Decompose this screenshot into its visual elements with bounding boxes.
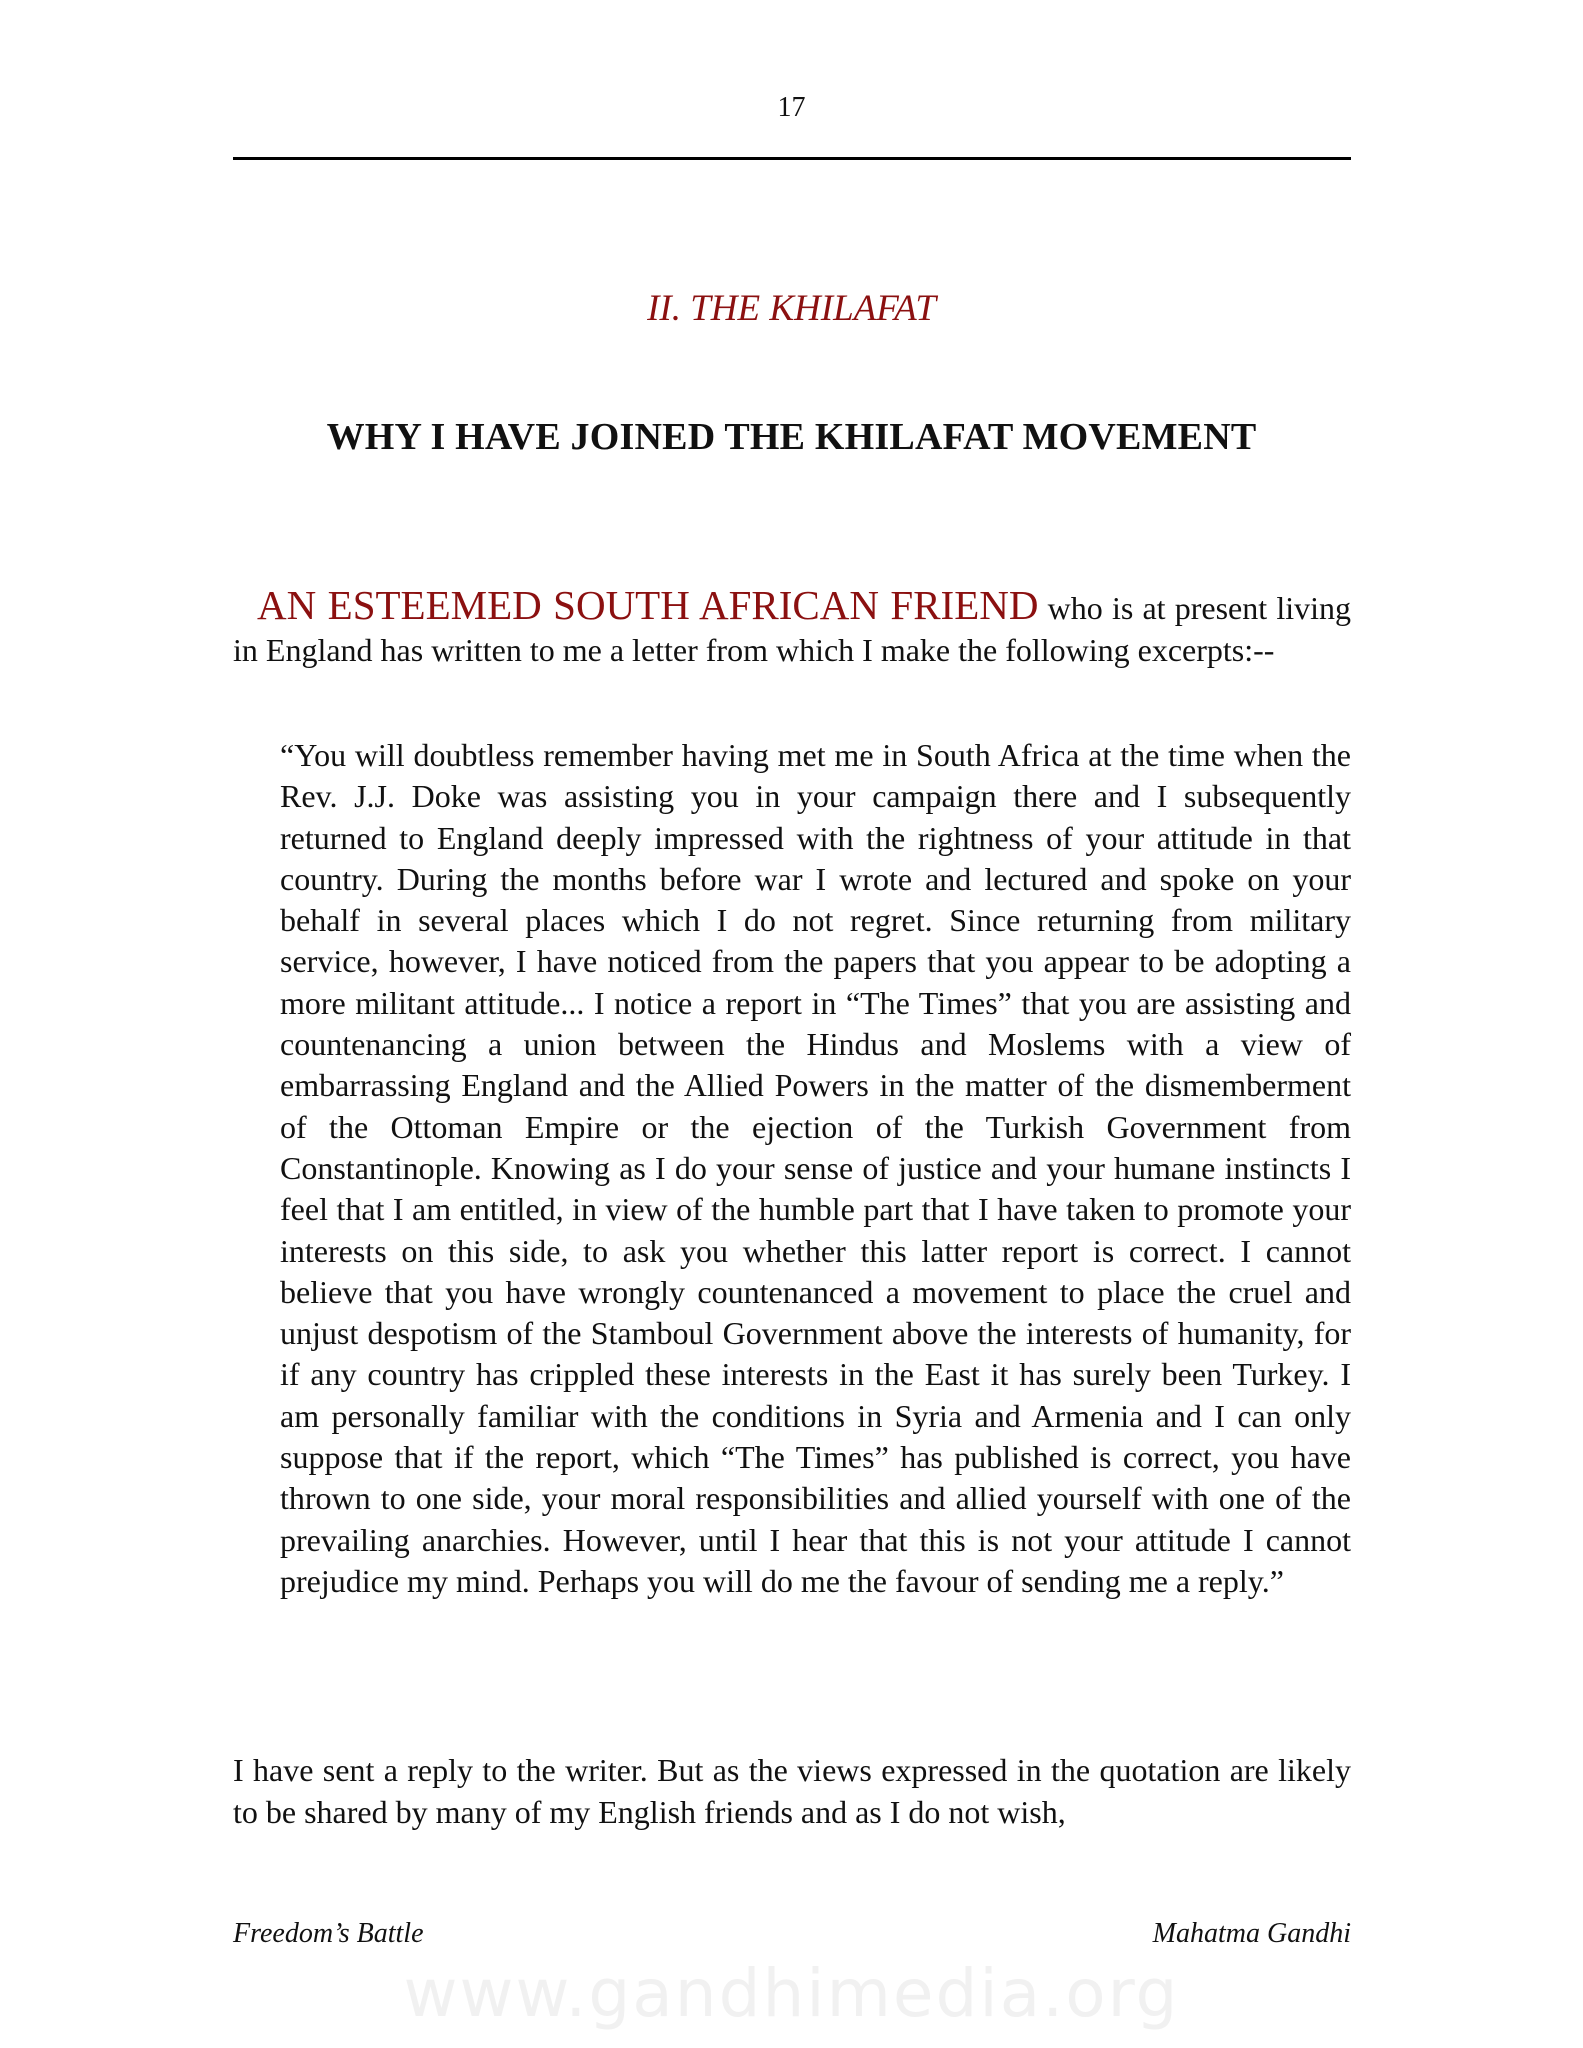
article-title: WHY I HAVE JOINED THE KHILAFAT MOVEMENT	[326, 416, 1257, 458]
intro-paragraph	[233, 582, 1352, 671]
lead-in-text: AN ESTEEMED SOUTH AFRICAN FRIEND	[257, 582, 1039, 628]
footer-book-title: Freedom’s Battle	[233, 1918, 424, 1949]
header-rule	[233, 157, 1351, 160]
page-number: 17	[777, 92, 806, 123]
footer-author: Mahatma Gandhi	[1152, 1918, 1351, 1949]
watermark: www.gandhimedia.org	[403, 1955, 1180, 2032]
intro-text: who is at present living in England has written to me a letter from which I make the following excerpts:--	[233, 590, 1352, 668]
section-title: II. THE KHILAFAT	[647, 288, 936, 329]
closing-paragraph: I have sent a reply to the writer. But as the views expressed in the quotation are likely to be shared by many of my English friends and as I do not wish,	[233, 1752, 1351, 1830]
block-quote: “You will doubtless remember having met me in South Africa at the time when the Rev. J.J. Doke was assisting you in your campaign there and I subsequently returned to England deeply impressed with the rightness of your attitude in that country. During the months before war I wrote and lectured and spoke on your behalf in several places which I do not regret. Since returning from military service, however, I have noticed from the papers that you appear to be adopting a more militant attitude... I notice a report in “The Times” that you are assisting and countenancing a union between the Hindus and Moslems with a view of embarrassing England and the Allied Powers in the matter of the dismemberment of the Ottoman Empire or the ejection of the Turkish Government from Constantinople. Knowing as I do your sense of justice and your humane instincts I feel that I am entitled, in view of the humble part that I have taken to promote your interests on this side, to ask you whether this latter report is correct. I cannot believe that you have wrongly countenanced a movement to place the cruel and unjust despotism of the Stamboul Government above the interests of humanity, for if any country has crippled these interests in the East it has surely been Turkey. I am personally familiar with the conditions in Syria and Armenia and I can only suppose that if the report, which “The Times” has published is correct, you have thrown to one side, your moral responsibilities and allied yourself with one of the prevailing anarchies. However, until I hear that this is not your attitude I cannot prejudice my mind. Perhaps you will do me the favour of sending me a reply.”	[280, 737, 1351, 1599]
